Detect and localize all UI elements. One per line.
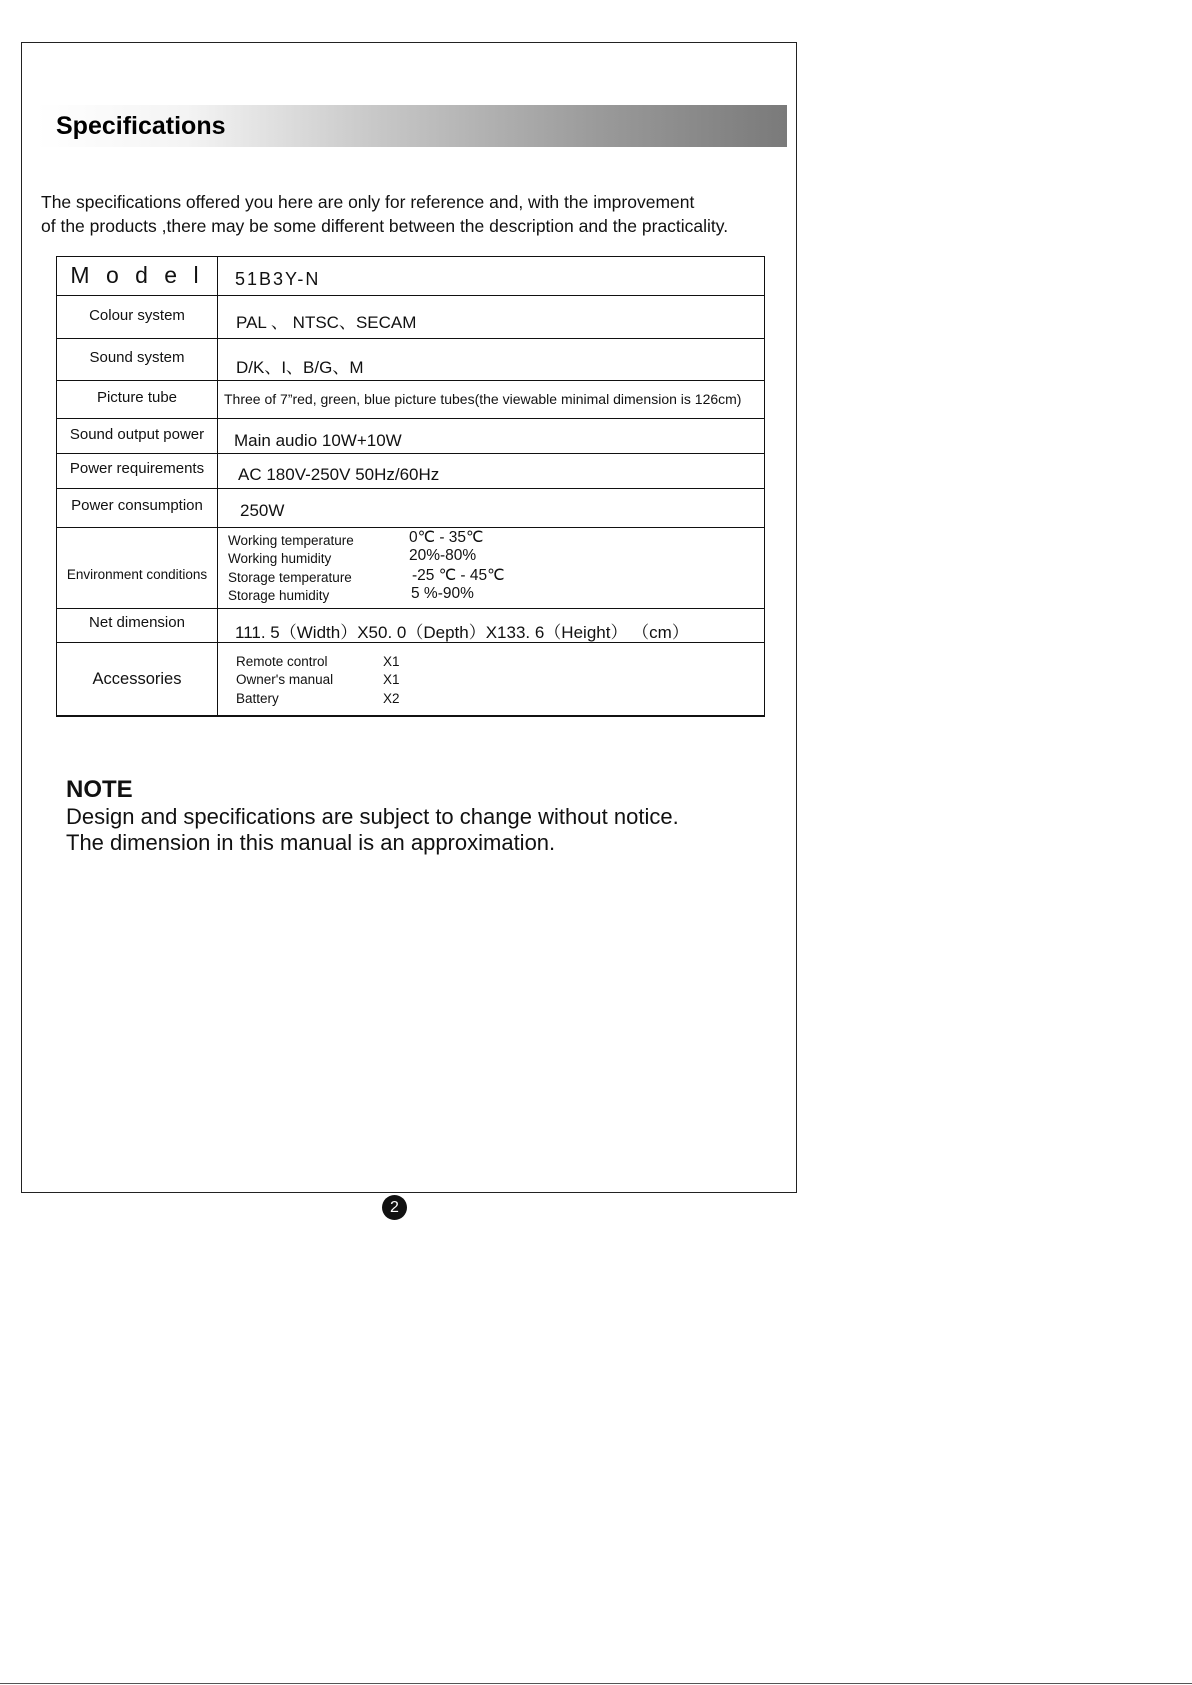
accessory-owners-manual-qty: X1 [383,672,400,687]
bottom-rule [0,1683,1192,1684]
env-working-temperature-label: Working temperature [228,533,354,548]
table-row-divider [57,380,764,381]
intro-paragraph [41,190,781,238]
environment-label: Environment conditions [66,567,208,582]
table-row-divider [57,338,764,339]
specifications-table [56,256,765,717]
note-line-1: Design and specifications are subject to change without notice. [66,804,679,829]
table-row-divider [57,418,764,419]
sound-output-power-label: Sound output power [69,426,205,443]
picture-tube-label: Picture tube [96,389,178,406]
accessory-battery-qty: X2 [383,691,400,706]
model-label: M o d e l [70,262,204,288]
table-row-divider [57,608,764,609]
colour-system-label: Colour system [89,307,185,324]
power-requirements-value: AC 180V-250V 50Hz/60Hz [238,465,440,484]
env-working-humidity-label: Working humidity [228,551,332,566]
net-dimension-value: 111. 5（Width）X50. 0（Depth）X133. 6（Height） （cm） [235,623,689,642]
env-storage-humidity-value: 5 %-90% [411,585,474,602]
env-working-temperature-value: 0℃ - 35℃ [409,529,484,546]
table-row-divider [57,295,764,296]
accessories-label: Accessories [92,670,182,688]
accessory-remote-control: Remote control [236,654,328,669]
intro-line-1: The specifications offered you here are only for reference and, with the improvement [41,192,695,212]
model-value: 51B3Y-N [235,269,321,289]
net-dimension-label: Net dimension [89,614,185,631]
note-heading: NOTE [66,776,133,803]
table-row-divider [57,488,764,489]
env-storage-humidity-label: Storage humidity [228,588,330,603]
table-column-divider [217,257,218,715]
picture-tube-value: Three of 7”red, green, blue picture tubes(the viewable minimal dimension is 126cm) [224,391,742,407]
intro-line-2: of the products ,there may be some different between the description and the practicality. [41,216,729,236]
accessory-battery: Battery [236,691,279,706]
colour-system-value: PAL 、 NTSC、SECAM [236,313,417,332]
table-row-divider [57,453,764,454]
power-consumption-value: 250W [240,501,285,520]
env-storage-temperature-value: -25 ℃ - 45℃ [412,567,505,584]
sound-system-value: D/K、I、B/G、M [236,358,364,377]
sound-system-label: Sound system [89,349,185,366]
power-requirements-label: Power requirements [69,460,205,477]
page-title: Specifications [56,112,226,140]
power-consumption-label: Power consumption [71,497,203,514]
section-header-bar [36,105,787,147]
accessory-owners-manual: Owner's manual [236,672,334,687]
sound-output-power-value: Main audio 10W+10W [234,431,402,450]
env-storage-temperature-label: Storage temperature [228,570,352,585]
accessory-remote-control-qty: X1 [383,654,400,669]
note-line-2: The dimension in this manual is an approximation. [66,830,556,855]
page-number-badge: 2 [382,1195,407,1220]
env-working-humidity-value: 20%-80% [409,547,477,564]
